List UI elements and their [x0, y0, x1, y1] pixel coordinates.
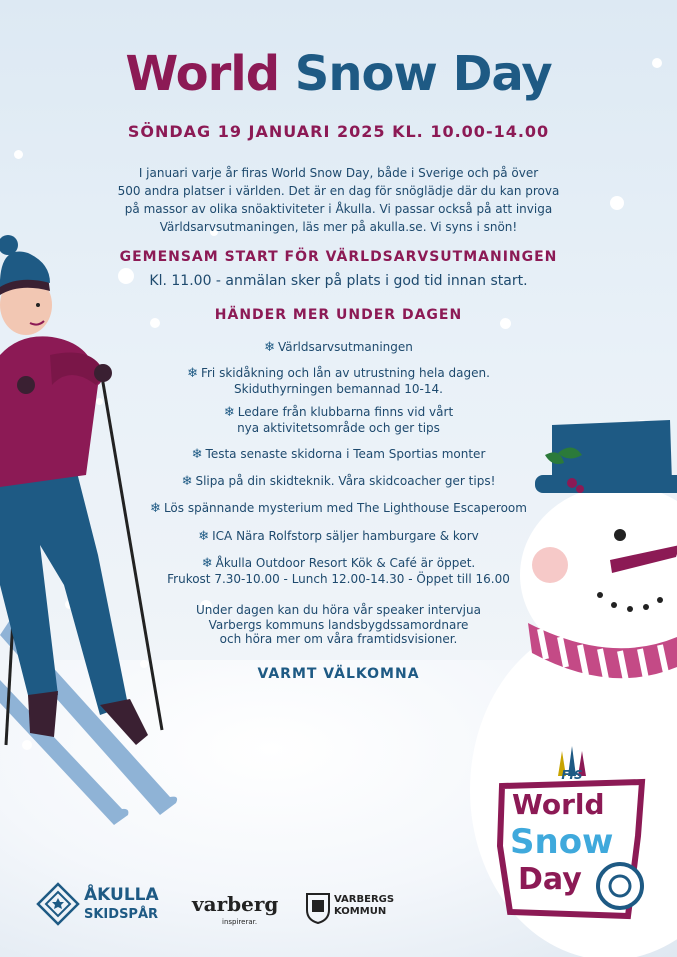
akulla-logo-text: ÅKULLA SKIDSPÅR — [84, 885, 159, 922]
list-item: ❄ Testa senaste skidorna i Team Sportias monter — [191, 447, 486, 462]
list-item: ❄ Fri skidåkning och lån av utrustning hela dagen. Skiduthyrningen bemannad 10-14. — [187, 366, 490, 396]
intro-paragraph — [95, 164, 582, 236]
snowflake-icon: ❄ — [187, 366, 198, 381]
list-item: ❄ Åkulla Outdoor Resort Kök & Café är öppet. Frukost 7.30-10.00 - Lunch 12.00-14.30 - Öppet till 16.00 — [167, 556, 510, 586]
fis-label: FIS — [561, 768, 583, 782]
snowflake-dot — [610, 196, 624, 210]
snowflake-icon: ❄ — [191, 447, 203, 462]
list-item: ❄ Världsarvsutmaningen — [264, 340, 413, 355]
event-date: SÖNDAG 19 JANUARI 2025 KL. 10.00-14.00 — [127, 122, 550, 141]
snowflake-icon: ❄ — [201, 556, 213, 571]
snowflake-icon: ❄ — [198, 529, 210, 544]
welcome-text: VARMT VÄLKOMNA — [257, 666, 420, 682]
varberg-tagline: inspirerar. — [222, 918, 258, 926]
intro-line: Världsarvsutmaningen, läs mer på akulla.se. Vi syns i snön! — [159, 220, 518, 234]
akulla-emblem-icon — [36, 882, 80, 926]
list-item: ❄ ICA Nära Rolfstorp säljer hamburgare & korv — [198, 529, 479, 544]
speaker-paragraph: Under dagen kan du höra vår speaker intervjua Varbergs kommuns landsbygdssamordnare och höra mer om våra framtidsvisioner. — [196, 603, 481, 646]
intro-line: I januari varje år firas World Snow Day, både i Sverige och på över — [138, 166, 539, 180]
varberg-logo: varberg — [192, 892, 279, 916]
badge-snow: Snow — [510, 822, 614, 862]
intro-line: 500 andra platser i världen. Det är en dag för snöglädje där du kan prova — [117, 184, 560, 198]
snowflake-icon: ❄ — [264, 340, 275, 355]
section-heading-more: HÄNDER MER UNDER DAGEN — [214, 307, 463, 323]
section-heading-start: GEMENSAM START FÖR VÄRLDSARVSUTMANINGEN — [119, 249, 558, 265]
intro-line: på massor av olika snöaktiviteter i Åkulla. Vi passar också på att inviga — [124, 202, 553, 216]
page-title — [0, 46, 677, 102]
kommun-logo-text: VARBERGS KOMMUN — [334, 894, 395, 917]
title-world: World — [125, 46, 280, 102]
snowflake-dot — [14, 150, 23, 159]
sponsor-logos — [0, 878, 677, 938]
kommun-shield-icon — [305, 892, 331, 924]
snowflake-icon: ❄ — [181, 474, 193, 489]
title-snow-day: Snow Day — [294, 46, 552, 102]
snowflake-icon: ❄ — [223, 405, 235, 420]
start-info: Kl. 11.00 - anmälan sker på plats i god tid innan start. — [149, 273, 528, 289]
list-item: ❄ Slipa på din skidteknik. Våra skidcoacher ger tips! — [181, 474, 496, 489]
list-item: ❄ Ledare från klubbarna finns vid vårt nya aktivitetsområde och ger tips — [223, 405, 454, 435]
badge-world: World — [512, 788, 605, 821]
badge-day: Day — [518, 862, 582, 897]
snowflake-icon: ❄ — [150, 501, 161, 516]
list-item: ❄ Lös spännande mysterium med The Lighthouse Escaperoom — [150, 501, 527, 516]
